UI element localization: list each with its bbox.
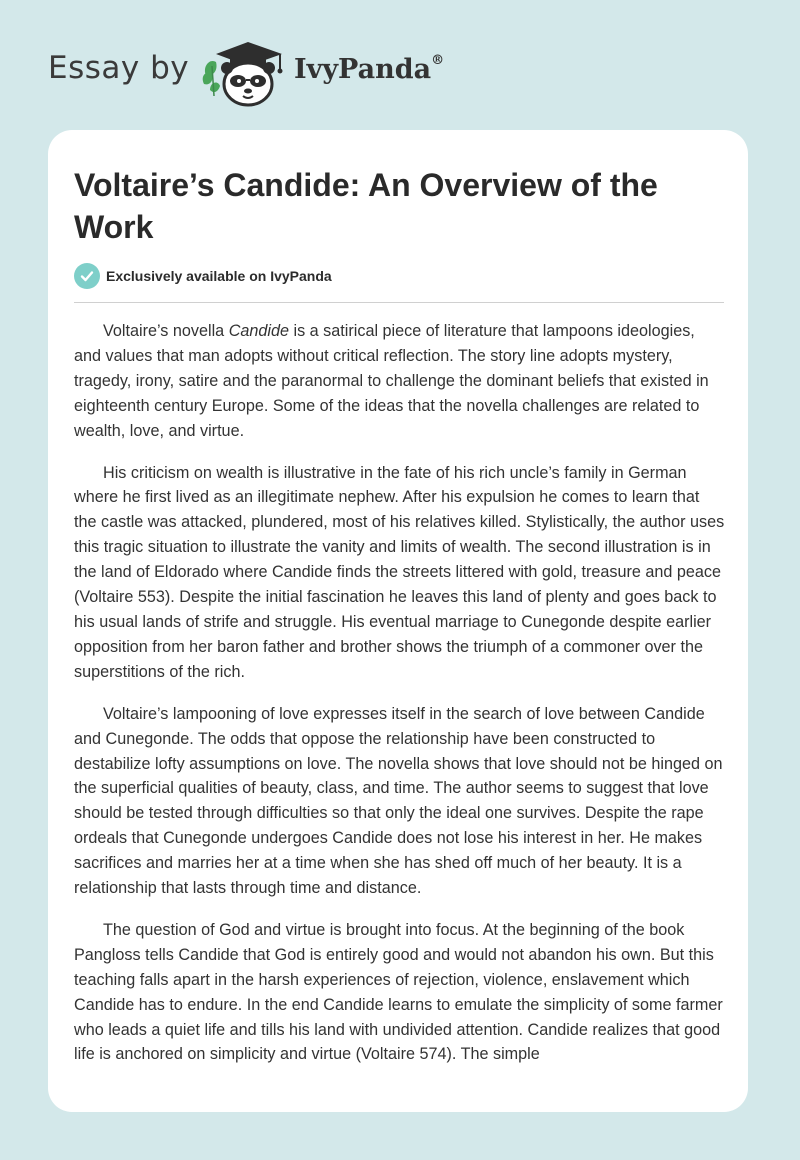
brand-name[interactable]	[294, 54, 444, 85]
exclusive-badge	[74, 262, 332, 290]
trademark-symbol: ®	[431, 53, 445, 68]
paragraph-1-start: Voltaire’s novella	[103, 322, 229, 340]
divider	[74, 302, 724, 303]
checkmark-icon	[74, 263, 100, 289]
book-title-italic: Candide	[228, 322, 289, 340]
essay-body	[74, 319, 726, 1084]
brand-text: IvyPanda	[294, 54, 432, 85]
site-header	[0, 0, 800, 130]
essay-by-label: Essay by	[48, 50, 190, 86]
paragraph-3: Voltaire’s lampooning of love expresses itself in the search of love between Candide and Cunegonde. The odds that oppose the relationship have been constructed to destabilize lofty assumptions on love. The novella shows that love should not be hinged on the superficial qualities of beauty, class, and time. The author seems to suggest that love should be tested through difficulties so that only the ideal one survives. Despite the rape ordeals that Cunegonde undergoes Candide does not lose his interest in her. He makes sacrifices and marries her at a time when she has shed off much of her beauty. It is a relationship that lasts through time and distance.	[74, 704, 723, 898]
essay-card	[48, 130, 748, 1112]
ivypanda-logo-icon[interactable]	[200, 36, 290, 110]
badge-text: Exclusively available on IvyPanda	[106, 268, 332, 284]
paragraph-2: His criticism on wealth is illustrative in the fate of his rich uncle’s family in German where he first lived as an illegitimate nephew. After his expulsion he comes to learn that the castle was attacked, plundered, most of his relatives killed. Stylistically, the author uses this tragic situation to illustrate the vanity and limits of wealth. The second illustration is in the land of Eldorado where Candide finds the streets littered with gold, treasure and peace (Voltaire 553). Despite the initial fascination he leaves this land of plenty and goes back to his usual lands of strife and struggle. His eventual marriage to Cunegonde despite earlier opposition from her baron father and brother shows the triumph of a commoner over the superstitions of the rich.	[74, 463, 725, 681]
paragraph-1	[74, 319, 726, 444]
page-title: Voltaire’s Candide: An Overview of the Work	[74, 167, 658, 245]
paragraph-1-rest: is a satirical piece of literature that lampoons ideologies, and values that man adopts without critical reflection. The story line adopts mystery, tragedy, irony, satire and the paranormal to challenge the dominant beliefs that existed in eighteenth century Europe. Some of the ideas that the novella challenges are related to wealth, love, and virtue.	[74, 322, 709, 440]
paragraph-4: The question of God and virtue is brought into focus. At the beginning of the book Pangloss tells Candide that God is entirely good and would not abandon his own. But this teaching falls apart in the harsh experiences of rejection, violence, enslavement which Candide has to endure. In the end Candide learns to emulate the simplicity of some farmer who leads a quiet life and tills his land with undivided attention. Candide realizes that good life is anchored on simplicity and virtue (Voltaire 574). The simple	[74, 920, 723, 1064]
